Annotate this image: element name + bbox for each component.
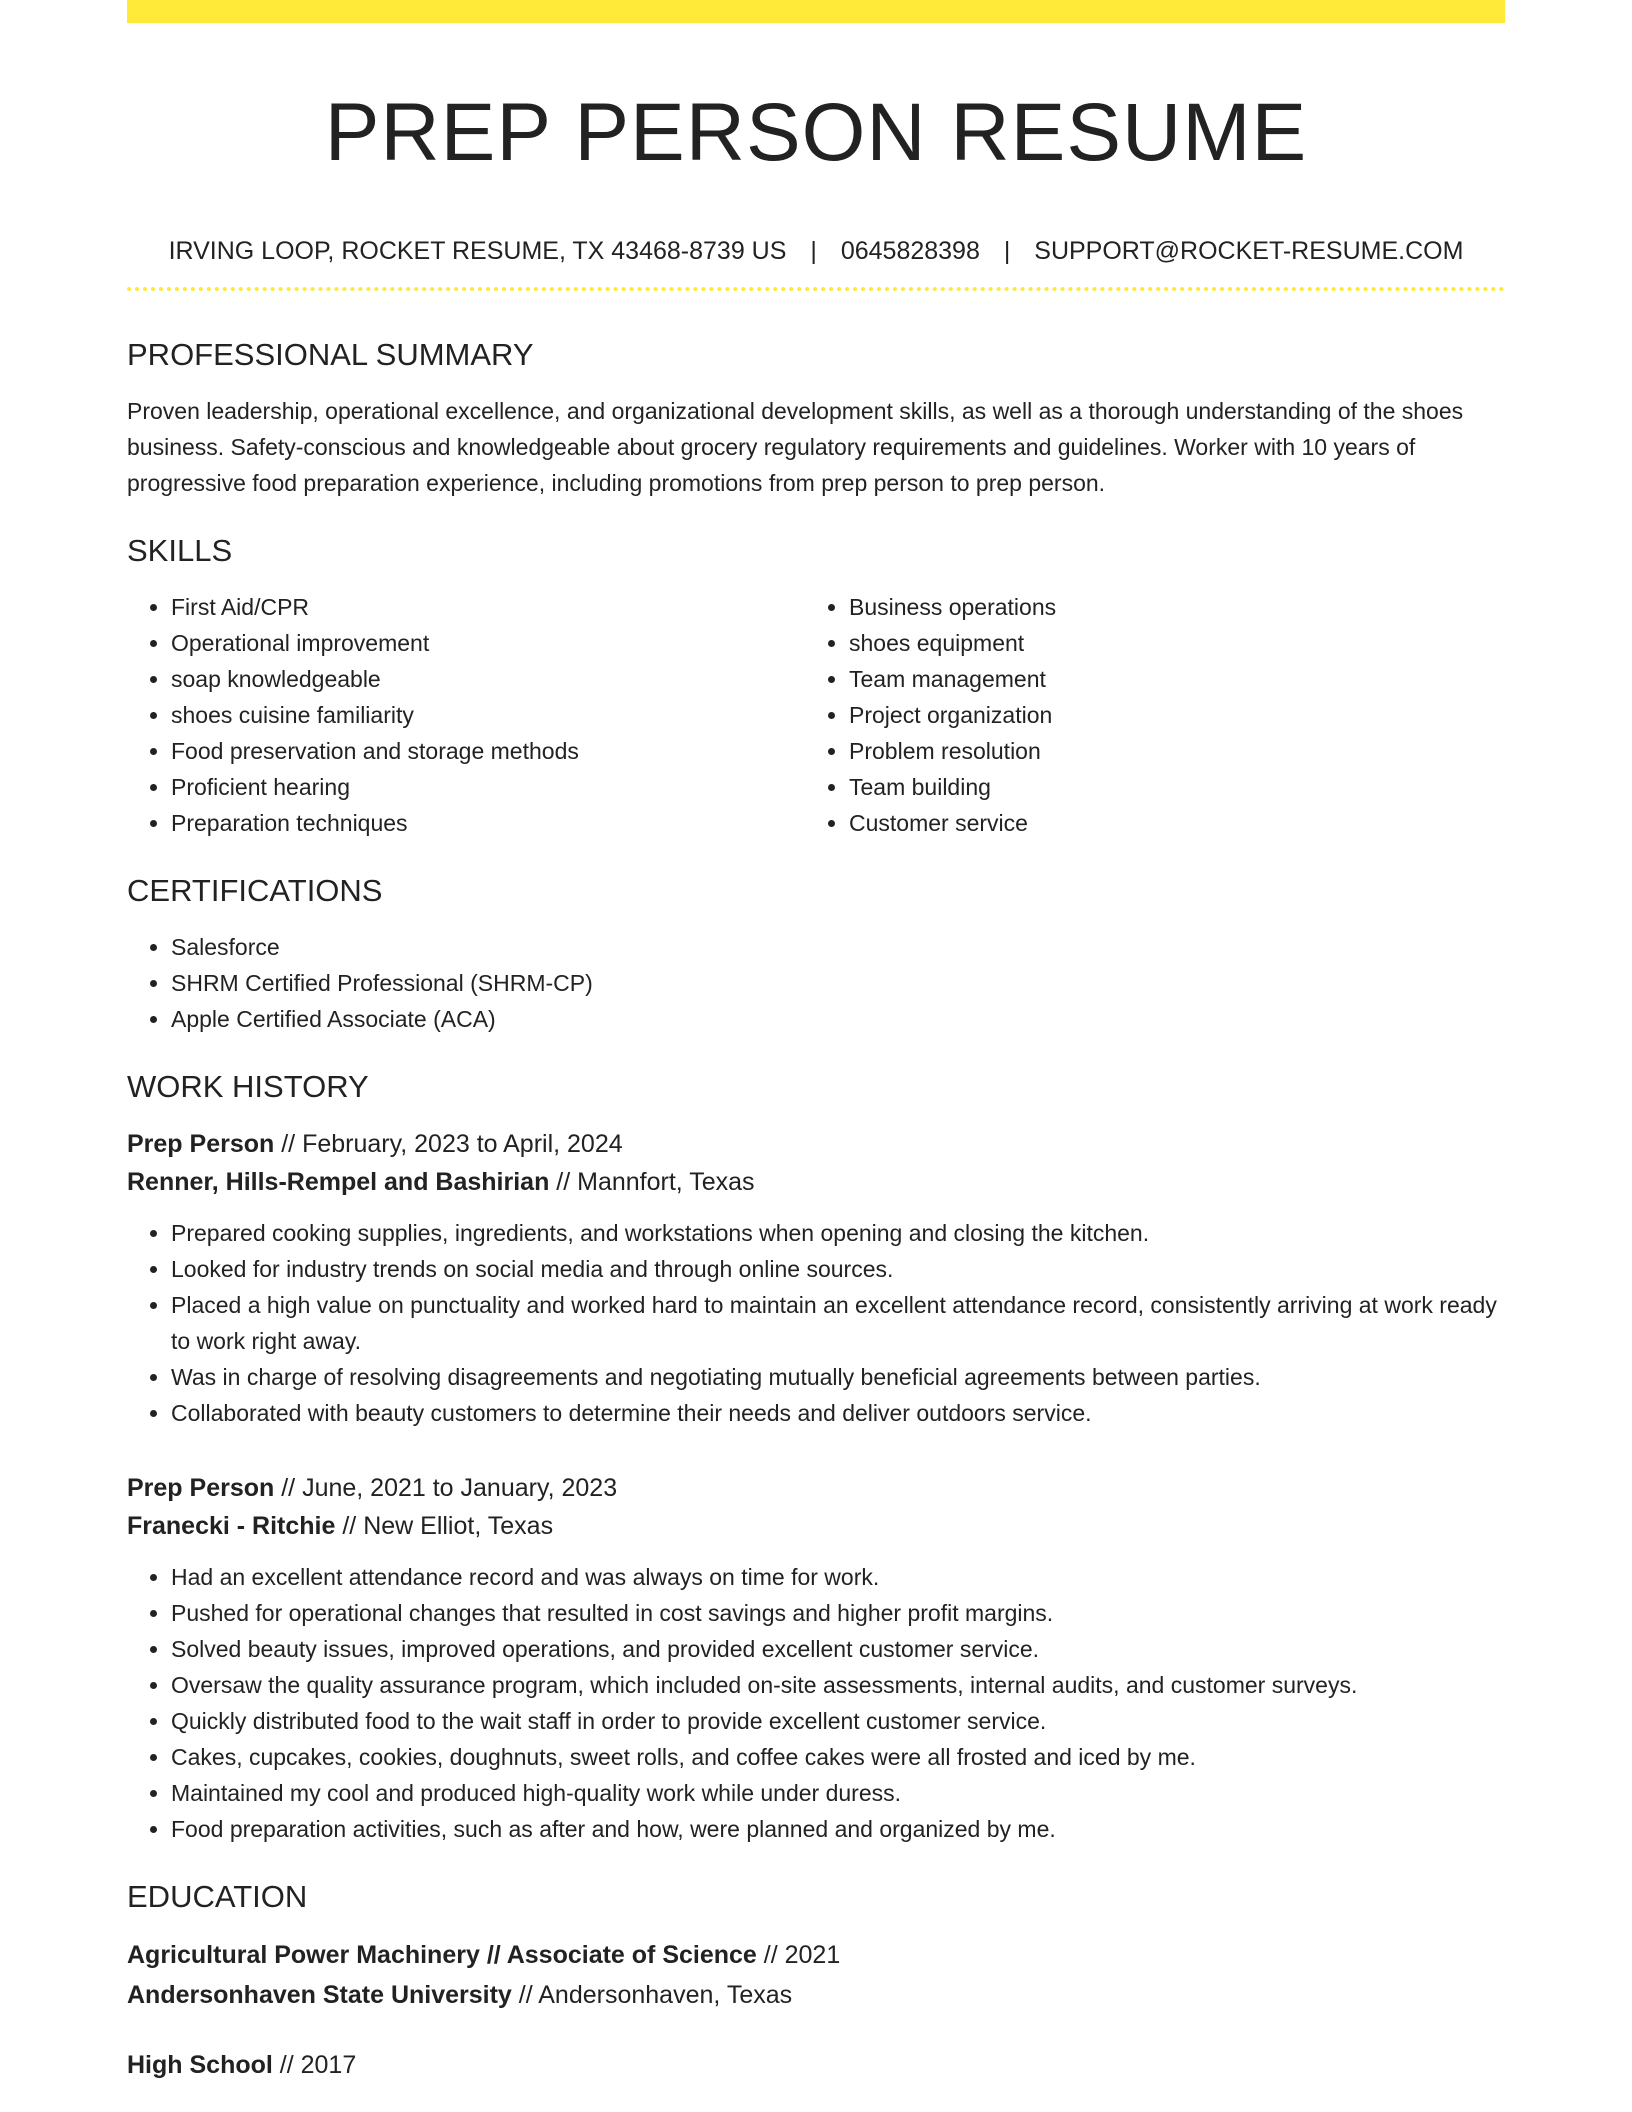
skill-item: • Project organization — [849, 697, 1483, 733]
contact-separator: | — [1003, 237, 1011, 265]
job-location: // Mannfort, Texas — [549, 1168, 755, 1196]
skills-column-left — [127, 589, 805, 841]
skill-item: • Food preservation and storage methods — [171, 733, 805, 769]
education-year: // 2021 — [756, 1941, 841, 1969]
work-history-heading: WORK HISTORY — [127, 1069, 369, 1104]
job-duty: • Quickly distributed food to the wait staff in order to provide excellent customer service. — [171, 1703, 1505, 1739]
certifications-list — [127, 929, 1505, 1037]
job-duty: • Solved beauty issues, improved operations, and provided excellent customer service. — [171, 1631, 1505, 1667]
education-degree-line — [127, 1935, 1505, 1975]
contact-line — [127, 235, 1505, 267]
job-duty: • Collaborated with beauty customers to determine their needs and deliver outdoors service. — [171, 1395, 1505, 1431]
contact-separator: | — [810, 237, 817, 265]
skills-list-right — [805, 589, 1483, 841]
summary-text: Proven leadership, operational excellence, and organizational development skills, as well as a thorough understanding of the shoes business. Safety-conscious and knowledgeable about grocery regulatory requirements and guidelines. Worker with 10 years of progressive food preparation experience, including promotions from prep person to prep person. — [127, 398, 1464, 496]
skill-item: • Business operations — [849, 589, 1483, 625]
job-duty: • Pushed for operational changes that resulted in cost savings and higher profit margins. — [171, 1595, 1505, 1631]
skills-columns — [127, 589, 1505, 841]
job-role-line — [127, 1125, 1505, 1163]
job-dates: // June, 2021 to January, 2023 — [274, 1474, 618, 1502]
contact-address: IRVING LOOP, ROCKET RESUME, TX 43468-8739 US — [168, 237, 787, 265]
education-location: // Andersonhaven, Texas — [511, 1981, 793, 2009]
resume-title: PREP PERSON RESUME — [324, 87, 1308, 178]
job-company-line — [127, 1507, 1505, 1545]
job-role: Prep Person — [127, 1130, 275, 1158]
skill-item: • Proficient hearing — [171, 769, 805, 805]
job-company: Renner, Hills-Rempel and Bashirian — [127, 1168, 550, 1196]
certifications-heading: CERTIFICATIONS — [127, 873, 383, 908]
education-entry — [127, 2045, 1505, 2085]
certification-item: • SHRM Certified Professional (SHRM-CP) — [171, 965, 1505, 1001]
skills-column-right — [805, 589, 1483, 841]
job-role: Prep Person — [127, 1474, 275, 1502]
job-duty: • Prepared cooking supplies, ingredients, and workstations when opening and closing the kitchen. — [171, 1215, 1505, 1251]
skill-item: • Team management — [849, 661, 1483, 697]
job-duties-list — [127, 1215, 1505, 1431]
job-company: Franecki - Ritchie — [127, 1512, 336, 1540]
skill-item: • Customer service — [849, 805, 1483, 841]
job-role-line — [127, 1469, 1505, 1507]
certification-item: • Salesforce — [171, 929, 1505, 965]
job-company-line — [127, 1163, 1505, 1201]
education-year: // 2017 — [272, 2051, 357, 2079]
job-duty: • Maintained my cool and produced high-quality work while under duress. — [171, 1775, 1505, 1811]
job-duty: • Looked for industry trends on social media and through online sources. — [171, 1251, 1505, 1287]
summary-heading: PROFESSIONAL SUMMARY — [127, 337, 534, 372]
skill-item: • First Aid/CPR — [171, 589, 805, 625]
skill-item: • soap knowledgeable — [171, 661, 805, 697]
job-duty: • Oversaw the quality assurance program, which included on-site assessments, internal audits, and customer surveys. — [171, 1667, 1505, 1703]
contact-phone: 0645828398 — [840, 237, 980, 265]
education-degree-line — [127, 2045, 1505, 2085]
job-dates: // February, 2023 to April, 2024 — [274, 1130, 623, 1158]
job-duty: • Had an excellent attendance record and was always on time for work. — [171, 1559, 1505, 1595]
education-heading: EDUCATION — [127, 1879, 308, 1914]
skills-list-left — [127, 589, 805, 841]
job-duty: • Cakes, cupcakes, cookies, doughnuts, sweet rolls, and coffee cakes were all frosted and iced by me. — [171, 1739, 1505, 1775]
skill-item: • Problem resolution — [849, 733, 1483, 769]
education-school-line — [127, 1975, 1505, 2015]
skills-heading: SKILLS — [127, 533, 233, 568]
job-duty: • Food preparation activities, such as after and how, were planned and organized by me. — [171, 1811, 1505, 1847]
job-entry — [127, 1125, 1505, 1431]
job-entry — [127, 1469, 1505, 1847]
education-entry — [127, 1935, 1505, 2015]
job-duties-list — [127, 1559, 1505, 1847]
skill-item: • shoes equipment — [849, 625, 1483, 661]
skill-item: • shoes cuisine familiarity — [171, 697, 805, 733]
skill-item: • Preparation techniques — [171, 805, 805, 841]
job-duty: • Was in charge of resolving disagreements and negotiating mutually beneficial agreements between parties. — [171, 1359, 1505, 1395]
dotted-divider — [127, 287, 1505, 291]
education-degree: Agricultural Power Machinery // Associate of Science — [127, 1941, 757, 1969]
contact-email: SUPPORT@ROCKET-RESUME.COM — [1034, 237, 1464, 265]
job-duty: • Placed a high value on punctuality and worked hard to maintain an excellent attendance record, consistently arriving at work ready to work right away. — [171, 1287, 1505, 1359]
skill-item: • Team building — [849, 769, 1483, 805]
resume-content — [127, 23, 1505, 2085]
job-location: // New Elliot, Texas — [335, 1512, 554, 1540]
education-degree: High School — [127, 2051, 273, 2079]
skill-item: • Operational improvement — [171, 625, 805, 661]
certification-item: • Apple Certified Associate (ACA) — [171, 1001, 1505, 1037]
accent-top-bar — [127, 0, 1505, 23]
education-school: Andersonhaven State University — [127, 1981, 512, 2009]
